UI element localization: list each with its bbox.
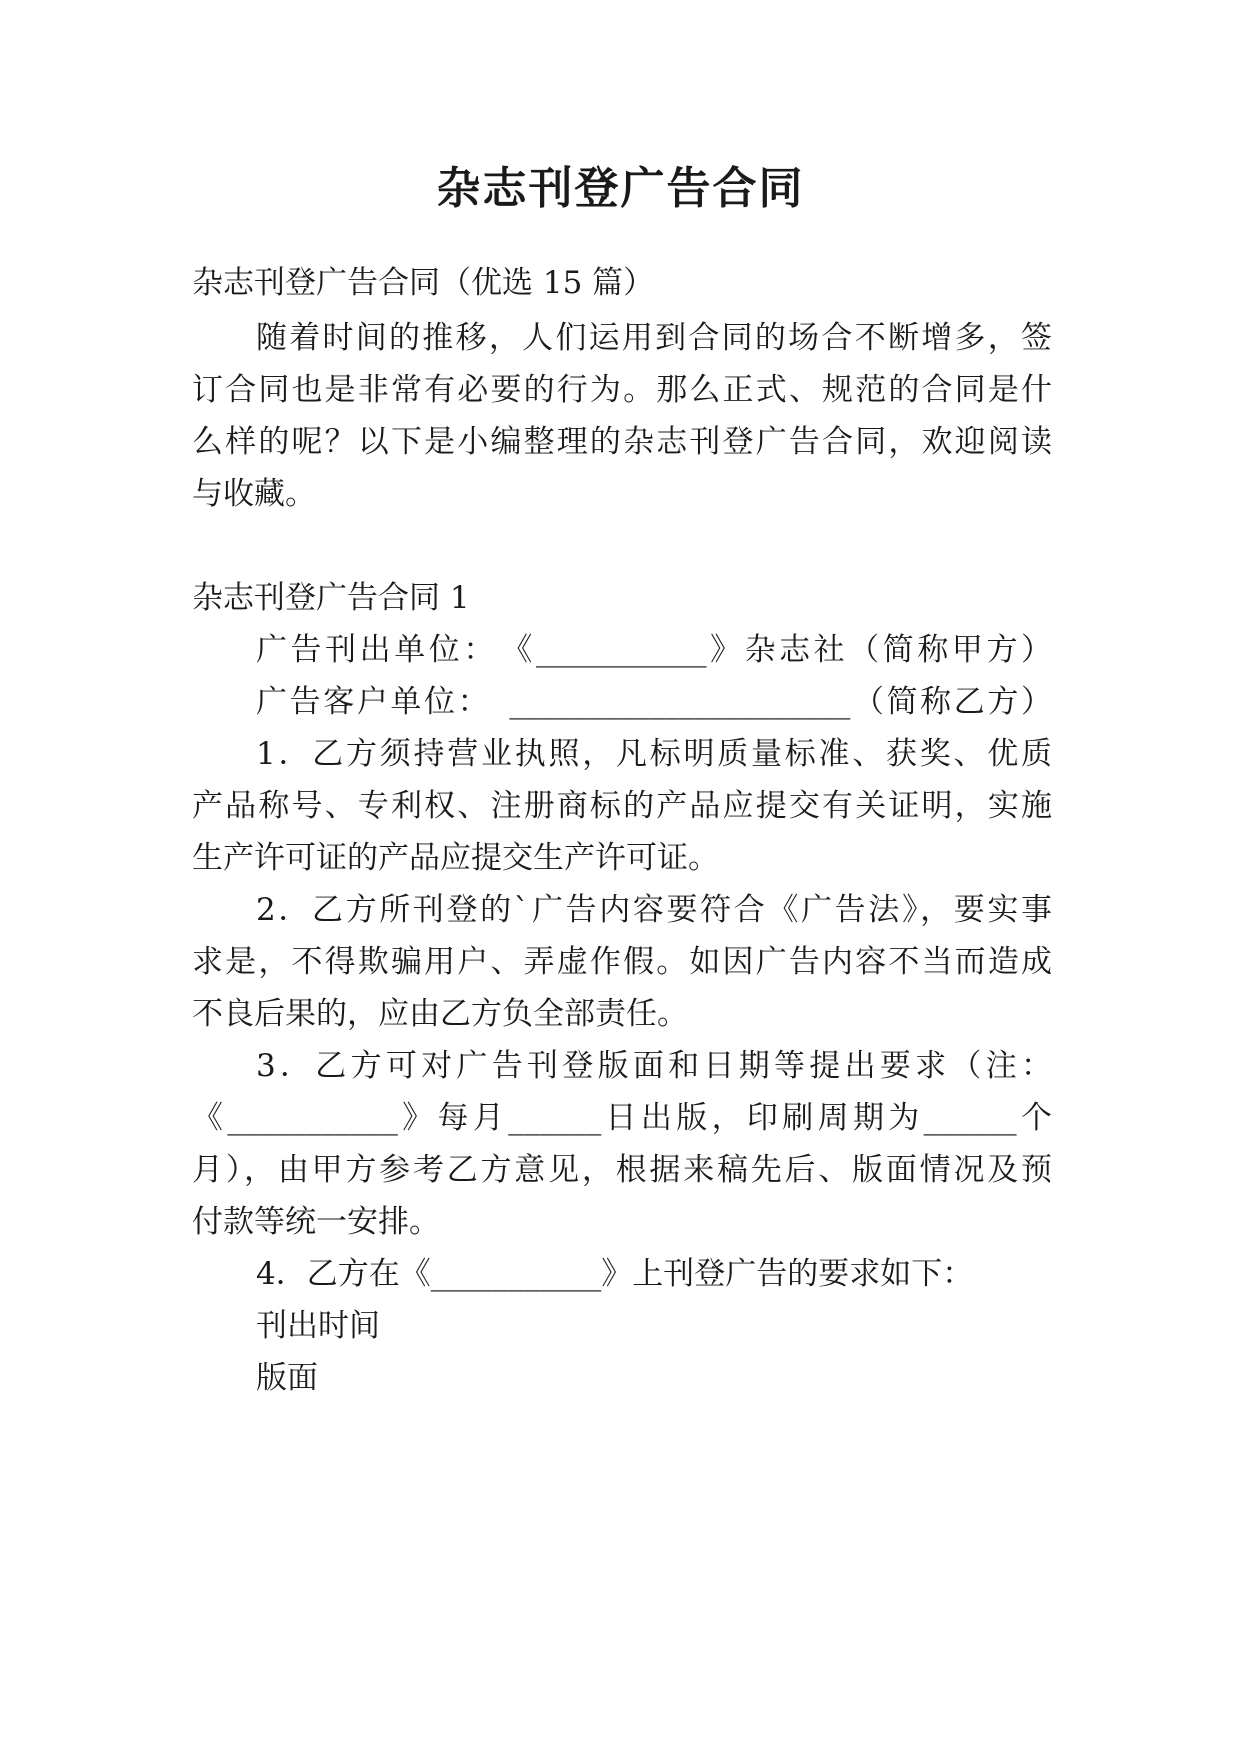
intro-line-2: 订合同也是非常有必要的行为。那么正式、规范的合同是什 [192,372,1052,408]
page-title: 杂志刊登广告合同 [436,163,805,214]
clause-4-line: 4．乙方在《___________》上刊登广告的要求如下： [256,1256,974,1292]
clause-2-line-1: 2．乙方所刊登的`广告内容要符合《广告法》，要实事 [256,892,1052,928]
party-b-line: 广告客户单位： ______________________（简称乙方） [256,684,1052,720]
clause-3-line-3: 月），由甲方参考乙方意见，根据来稿先后、版面情况及预 [192,1152,1052,1188]
clause-2-line-3: 不良后果的，应由乙方负全部责任。 [192,996,688,1032]
clause-3-line-4: 付款等统一安排。 [192,1204,440,1240]
clause-1-line-3: 生产许可证的产品应提交生产许可证。 [192,840,719,876]
clause-3-line-1: 3．乙方可对广告刊登版面和日期等提出要求（注： [256,1048,1052,1084]
section-heading: 杂志刊登广告合同 1 [192,580,470,616]
clause-2-line-2: 求是，不得欺骗用户、弄虚作假。如因广告内容不当而造成 [192,944,1052,980]
party-a-line: 广告刊出单位： 《___________》杂志社（简称甲方） [256,632,1052,668]
intro-line-3: 么样的呢？以下是小编整理的杂志刊登广告合同，欢迎阅读 [192,424,1052,460]
intro-line-4: 与收藏。 [192,476,316,512]
clause-3-line-2: 《___________》每月______日出版，印刷周期为______个 [192,1100,1052,1136]
document-subtitle: 杂志刊登广告合同（优选 15 篇） [192,265,655,301]
list-item: 刊出时间 [256,1308,380,1344]
list-item: 版面 [256,1360,318,1396]
intro-line-1: 随着时间的推移，人们运用到合同的场合不断增多，签 [256,320,1052,356]
clause-1-line-1: 1．乙方须持营业执照，凡标明质量标准、获奖、优质 [256,736,1052,772]
clause-1-line-2: 产品称号、专利权、注册商标的产品应提交有关证明，实施 [192,788,1052,824]
